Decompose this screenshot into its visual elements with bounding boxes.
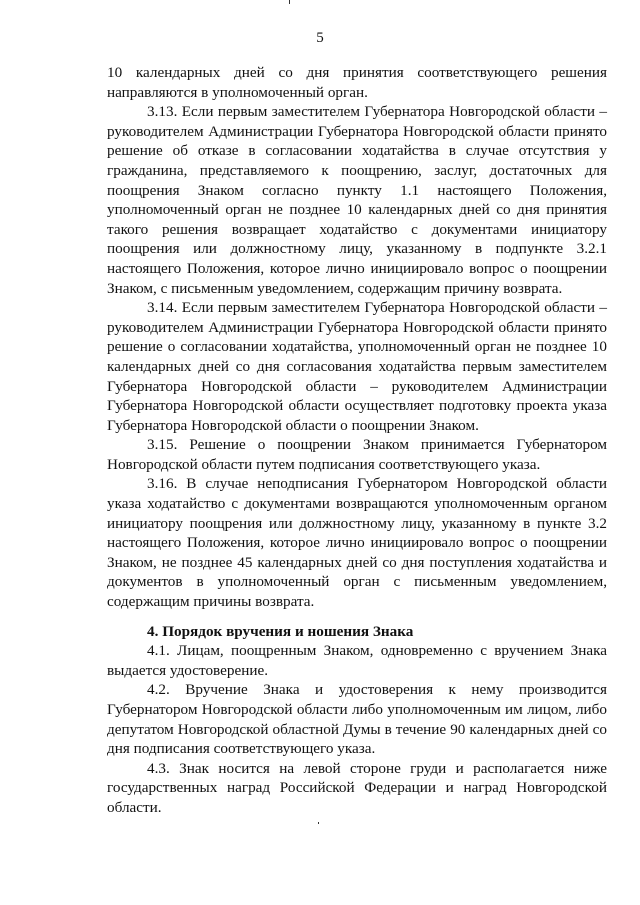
paragraph-4-3: 4.3. Знак носится на левой стороне груди и располагается ниже государственных наград Российской Федерации и наград Новгородской области. [107,759,607,816]
paragraph-4-2: 4.2. Вручение Знака и удостоверения к нему производится Губернатором Новгородской области либо уполномоченным им лицом, либо депутатом Новгородской областной Думы в течение 90 календарных дней со дня подписания соответствующего указа. [107,681,607,758]
paragraph-3-15: 3.15. Решение о поощрении Знаком принимается Губернатором Новгородской области путем подписания соответствующего указа. [107,436,607,473]
scan-artifact-top [289,0,290,4]
paragraph-continuation: 10 календарных дней со дня принятия соответствующего решения направляются в уполномоченный орган. [107,64,607,101]
paragraph-3-14: 3.14. Если первым заместителем Губернатора Новгородской области – руководителем Администрации Губернатора Новгородской области принято решение о согласовании ходатайства, уполномоченный орган не позднее 10 календарных дней со дня согласования ходатайства первым заместителем Губернатора Новгородской области – руководителем Администрации Губернатора Новгородской области осуществляет подготовку проекта указа Губернатора Новгородской области о поощрении Знаком. [107,299,607,434]
paragraph-3-16: 3.16. В случае неподписания Губернатором Новгородской области указа ходатайство с документами возвращаются уполномоченным органом инициатору поощрения или должностному лицу, указанному в пункте 3.2 настоящего Положения, которое лично инициировало вопрос о поощрении Знаком, не позднее 45 календарных дней со дня поступления ходатайства и документов в уполномоченный орган с письменным уведомлением, содержащим причины возврата. [107,475,607,611]
document-body [107,63,607,818]
page-number: 5 [316,30,324,46]
scan-artifact-bottom [318,822,319,824]
paragraph-3-13: 3.13. Если первым заместителем Губернатора Новгородской области – руководителем Администрации Губернатора Новгородской области принято решение об отказе в согласовании ходатайства в случае отсутствия у гражданина, представляемого к поощрению, заслуг, достаточных для поощрения Знаком согласно пункту 1.1 настоящего Положения, уполномоченный орган не позднее 10 календарных дней со дня принятия такого решения возвращает ходатайство с документами инициатору поощрения или должностному лицу, указанному в подпункте 3.2.1 настоящего Положения, которое лично инициировало вопрос о поощрении Знаком, с письменным уведомлением, содержащим причину возврата. [107,103,607,297]
section-heading: 4. Порядок вручения и ношения Знака [147,622,414,640]
paragraph-4-1: 4.1. Лицам, поощренным Знаком, одновременно с вручением Знака выдается удостоверение. [107,642,607,679]
